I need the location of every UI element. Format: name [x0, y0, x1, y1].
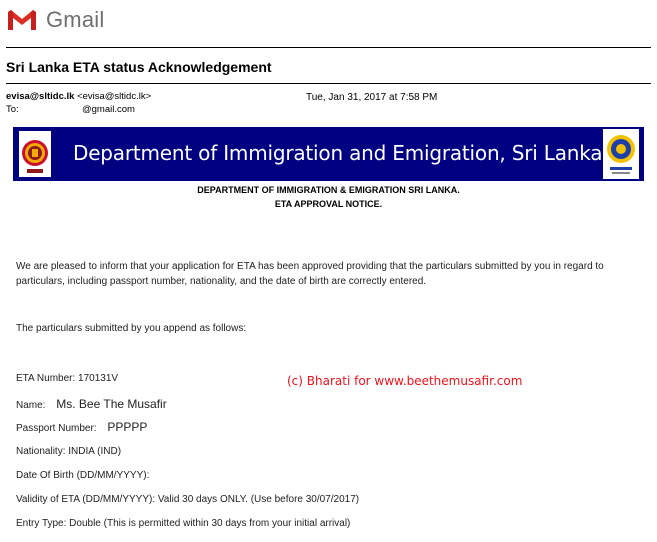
- email-date: Tue, Jan 31, 2017 at 7:58 PM: [306, 92, 438, 103]
- nationality-field: Nationality: INDIA (IND): [16, 446, 122, 457]
- sender-line: [6, 91, 151, 102]
- eta-number: ETA Number: 170131V: [16, 373, 119, 384]
- email-subject: Sri Lanka ETA status Acknowledgement: [6, 59, 272, 75]
- banner-title: Department of Immigration and Emigration, Sri Lanka: [73, 141, 603, 165]
- name-label: Name:: [16, 400, 46, 411]
- header-divider: [6, 47, 651, 48]
- to-label: To:: [6, 104, 19, 115]
- copyright-watermark: (c) Bharati for www.beethemusafir.com: [287, 374, 523, 388]
- approval-paragraph-line1: We are pleased to inform that your application for ETA has been approved providing that the particulars submitted by you in regard to: [16, 261, 604, 272]
- subject-divider: [6, 83, 651, 84]
- passport-label: Passport Number:: [16, 423, 97, 434]
- sender-name[interactable]: evisa@sltidc.lk: [6, 91, 75, 102]
- dob-field: Date Of Birth (DD/MM/YYYY):: [16, 470, 150, 481]
- sri-lanka-emblem-icon: [19, 131, 51, 177]
- gmail-m-icon: [6, 8, 38, 32]
- name-field: [16, 397, 167, 411]
- passport-value: PPPPP: [107, 420, 148, 434]
- recipient-address: @gmail.com: [82, 104, 135, 115]
- department-banner: [13, 127, 644, 181]
- validity-field: Validity of ETA (DD/MM/YYYY): Valid 30 days ONLY. (Use before 30/07/2017): [16, 494, 360, 505]
- passport-field: [16, 420, 147, 434]
- gmail-wordmark: Gmail: [46, 7, 105, 32]
- recipient-line: [6, 104, 135, 115]
- gmail-logo[interactable]: [6, 6, 104, 34]
- notice-heading-line2: ETA APPROVAL NOTICE.: [274, 199, 383, 209]
- sender-address: <evisa@sltidc.lk>: [77, 91, 152, 102]
- department-emblem-icon: [603, 129, 639, 179]
- notice-heading-line1: DEPARTMENT OF IMMIGRATION & EMIGRATION SRI LANKA.: [197, 185, 460, 195]
- name-value: Ms. Bee The Musafir: [56, 397, 167, 411]
- particulars-intro: The particulars submitted by you append as follows:: [16, 323, 247, 334]
- entry-type-field: Entry Type: Double (This is permitted within 30 days from your initial arrival): [16, 518, 351, 529]
- approval-paragraph-line2: particulars, including passport number, nationality, and the date of birth are correctly entered.: [16, 276, 427, 287]
